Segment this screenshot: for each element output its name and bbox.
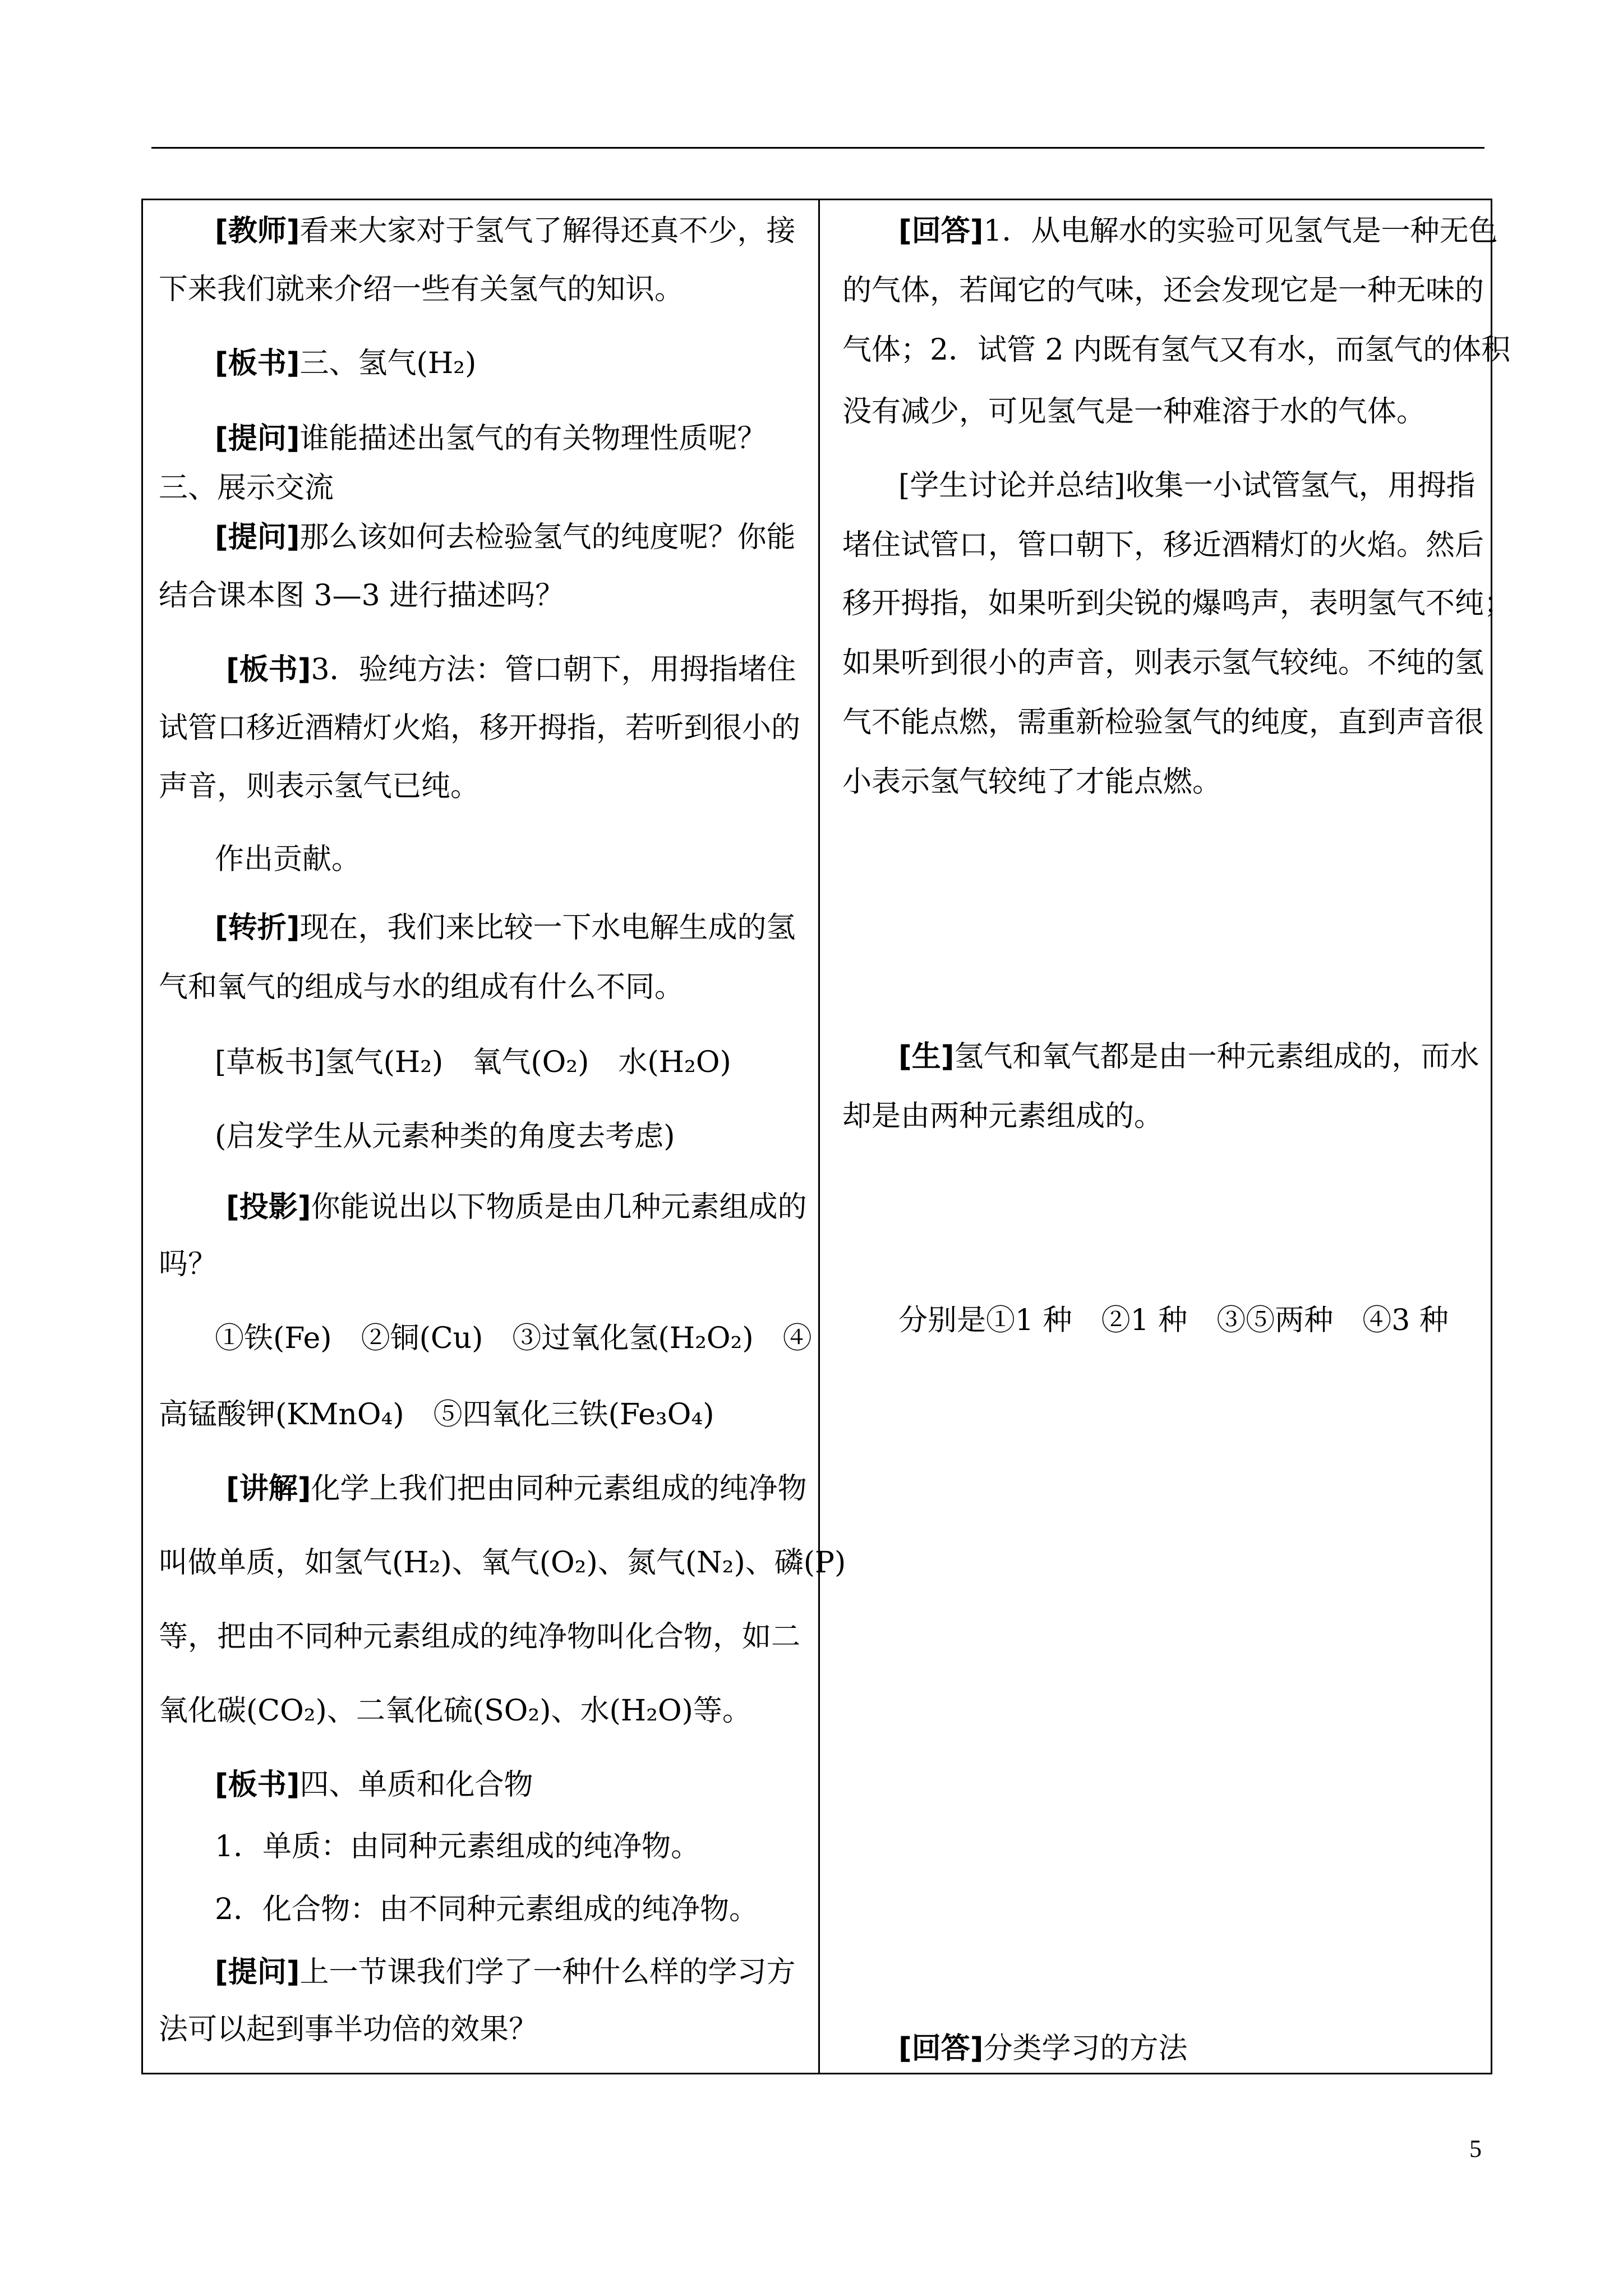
para-line: [提问]谁能描述出氢气的有关物理性质呢？ bbox=[215, 422, 767, 455]
para-line: [生]氢气和氧气都是由一种元素组成的，而水 bbox=[898, 1040, 1479, 1074]
para-line: [板书]三、氢气(H₂) bbox=[215, 347, 477, 380]
header-rule bbox=[151, 147, 1484, 149]
para-line: 声音，则表示氢气已纯。 bbox=[159, 770, 480, 803]
para-line: 作出贡献。 bbox=[215, 843, 361, 876]
list-item: 2．化合物：由不同种元素组成的纯净物。 bbox=[215, 1893, 759, 1926]
lesson-table bbox=[141, 199, 1514, 2074]
para-line: [提问]上一节课我们学了一种什么样的学习方 bbox=[215, 1955, 796, 1989]
para-line: 试管口移近酒精灯火焰，移开拇指，若听到很小的 bbox=[159, 711, 801, 745]
para-line: 的气体，若闻它的气味，还会发现它是一种无味的 bbox=[842, 274, 1484, 307]
teacher-column bbox=[143, 200, 846, 2073]
para-line: 气和氧气的组成与水的组成有什么不同。 bbox=[159, 970, 684, 1004]
para-line: 堵住试管口，管口朝下，移近酒精灯的火焰。然后 bbox=[842, 528, 1484, 562]
para-line: 气体；2．试管 2 内既有氢气又有水，而氢气的体积 bbox=[842, 333, 1511, 367]
list-item: 1．单质：由同种元素组成的纯净物。 bbox=[215, 1830, 700, 1864]
para-line: [回答]1．从电解水的实验可见氢气是一种无色 bbox=[898, 214, 1498, 248]
para-line: [学生讨论并总结]收集一小试管氢气，用拇指 bbox=[898, 469, 1476, 503]
para-line: [板书]3．验纯方法：管口朝下，用拇指堵住 bbox=[226, 653, 796, 687]
para-line: [投影]你能说出以下物质是由几种元素组成的 bbox=[226, 1190, 807, 1224]
para-line: [提问]那么该如何去检验氢气的纯度呢？你能 bbox=[215, 521, 796, 554]
para-line: 如果听到很小的声音，则表示氢气较纯。不纯的氢 bbox=[842, 646, 1484, 680]
para-line: 法可以起到事半功倍的效果？ bbox=[159, 2013, 538, 2046]
para-line: 移开拇指，如果听到尖锐的爆鸣声，表明氢气不纯； bbox=[842, 587, 1514, 620]
para-line: [转折]现在，我们来比较一下水电解生成的氢 bbox=[215, 911, 796, 945]
para-line: [草板书]氢气(H₂) 氧气(O₂) 水(H₂O) bbox=[215, 1046, 731, 1079]
para-line: 分别是①1 种 ②1 种 ③⑤两种 ④3 种 bbox=[898, 1304, 1449, 1337]
para-line: 吗？ bbox=[159, 1248, 218, 1281]
para-line: 气不能点燃，需重新检验氢气的纯度，直到声音很 bbox=[842, 706, 1484, 739]
para-line: 叫做单质，如氢气(H₂)、氧气(O₂)、氮气(N₂)、磷(P) bbox=[159, 1546, 846, 1580]
para-line: 氧化碳(CO₂)、二氧化硫(SO₂)、水(H₂O)等。 bbox=[159, 1694, 751, 1728]
para-line: 却是由两种元素组成的。 bbox=[842, 1099, 1164, 1133]
para-line: 高锰酸钾(KMnO₄) ⑤四氧化三铁(Fe₃O₄) bbox=[159, 1398, 714, 1432]
para-line: [回答]分类学习的方法 bbox=[898, 2032, 1188, 2065]
page-number: 5 bbox=[1469, 2135, 1482, 2162]
para-line: 下来我们就来介绍一些有关氢气的知识。 bbox=[159, 273, 684, 306]
para-line: (启发学生从元素种类的角度去考虑) bbox=[215, 1120, 675, 1153]
para-line: [讲解]化学上我们把由同种元素组成的纯净物 bbox=[226, 1472, 807, 1506]
para-line: 没有减少，可见氢气是一种难溶于水的气体。 bbox=[842, 395, 1426, 429]
para-line: [教师]看来大家对于氢气了解得还真不少，接 bbox=[215, 214, 796, 248]
para-line: 结合课本图 3—3 进行描述吗？ bbox=[159, 579, 565, 613]
para-line: 小表示氢气较纯了才能点燃。 bbox=[842, 765, 1222, 799]
section-heading: 三、展示交流 bbox=[159, 471, 334, 505]
para-line: [板书]四、单质和化合物 bbox=[215, 1768, 533, 1802]
student-column bbox=[820, 200, 1514, 2073]
para-line: 等，把由不同种元素组成的纯净物叫化合物，如二 bbox=[159, 1620, 801, 1654]
para-line: ①铁(Fe) ②铜(Cu) ③过氧化氢(H₂O₂) ④ bbox=[215, 1322, 812, 1355]
